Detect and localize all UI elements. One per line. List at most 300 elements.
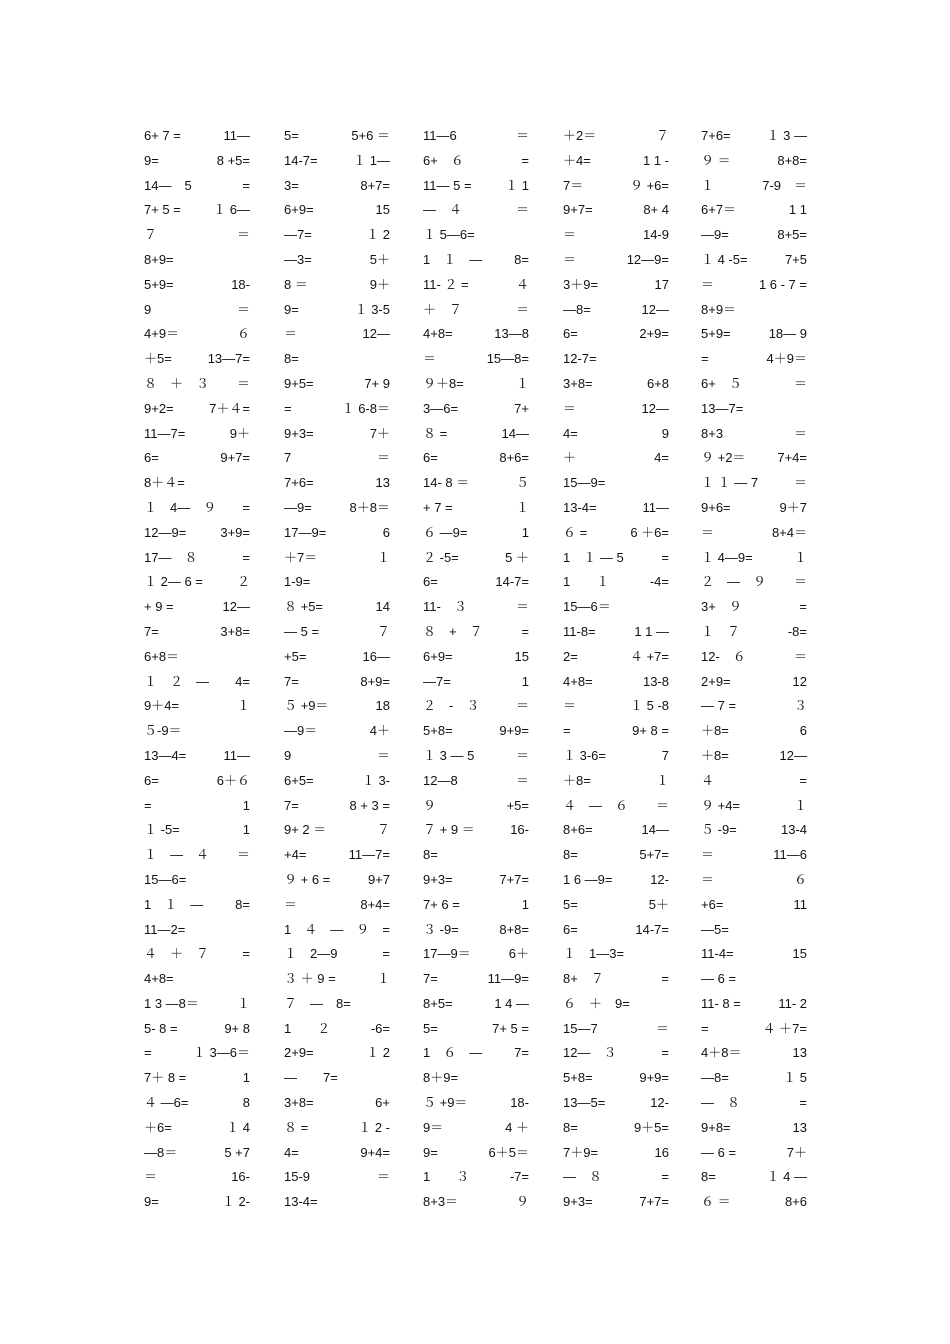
problem-line [701,322,807,347]
problem-line [563,595,669,620]
problem-text-right: 5 +7 [224,1144,250,1160]
problem-text-right: 15 [792,946,807,962]
problem-text-left: 13—5= [563,1095,606,1111]
problem-line [423,521,529,546]
problem-text-left: 3= [284,177,299,193]
problem-text-right: ＝ [376,1169,390,1185]
problem-text-right: ７ [376,623,390,639]
problem-text-left: 1 3 —8＝ [144,995,199,1011]
problem-text-left: —8= [563,301,591,317]
problem-line [701,1165,807,1190]
problem-text-right: 13-4 [780,822,807,838]
problem-text-right: 9+7 [367,871,390,887]
problem-text-right: 8= [235,896,250,912]
problem-line [701,744,807,769]
problem-line [144,918,250,943]
problem-line [284,446,390,471]
problem-text-right: 6＋5＝ [488,1144,529,1160]
problem-line [563,918,669,943]
problem-text-right: ＝ [793,574,807,590]
problem-line [701,1116,807,1141]
problem-line [284,868,390,893]
problem-text-right: 9 [661,425,669,441]
problem-text-right: 9+ 8 = [632,723,669,739]
problem-line [423,620,529,645]
problem-line [563,843,669,868]
problem-text-left: 5- 8 = [144,1020,178,1036]
problem-text-right: = [521,623,529,639]
problem-text-right: １ 4 — [766,1169,807,1185]
problem-text-right: １ [515,499,529,515]
problem-line [701,918,807,943]
problem-text-right: ４ [515,276,529,292]
problem-line [423,1091,529,1116]
problem-line [423,1165,529,1190]
problem-text-right: 13 [792,1119,807,1135]
problem-line [701,620,807,645]
problem-text-left: １ -5= [144,822,180,838]
problem-text-right: = [661,971,669,987]
problem-line [701,843,807,868]
problem-line [701,794,807,819]
problem-text-left: 6+ ６ [423,152,464,168]
problem-text-right: 16- [231,1169,250,1185]
problem-line [284,322,390,347]
problem-line [284,1066,390,1091]
problem-text-right: 8+4＝ [771,524,807,540]
problem-text-left: 8+9= [144,251,174,267]
problem-text-left: 8= [701,1169,716,1185]
problem-text-left: 11- 8 = [701,995,741,1011]
problem-text-right: ＝ [236,375,250,391]
problem-text-left: １ 4—9= [701,549,753,565]
problem-text-left: ２ — ９ [701,574,767,590]
problem-text-left: 4+8= [563,673,593,689]
problem-text-left: 7= [284,673,299,689]
problem-line [284,620,390,645]
problem-line [423,446,529,471]
problem-text-left: 12—9= [144,524,187,540]
problem-text-right: +5= [506,797,529,813]
problem-text-right: 1 6 - 7 = [758,276,807,292]
problem-line [423,124,529,149]
problem-text-left: 6+8＝ [144,648,180,664]
problem-text-left: 3+8= [284,1095,314,1111]
problem-line [563,397,669,422]
problem-text-right: 9+7= [220,450,250,466]
problem-line [144,818,250,843]
problem-text-right: ２ [236,574,250,590]
problem-line [284,397,390,422]
problem-text-left: ５-9＝ [144,723,182,739]
problem-text-left: ＋4= [563,152,591,168]
problem-text-left: 11—7= [144,425,186,441]
problem-text-left: 9+5= [284,375,314,391]
problem-line [144,347,250,372]
problem-text-left: 7 [284,450,292,466]
problem-text-left: 15—6= [144,871,187,887]
problem-line [701,174,807,199]
problem-line [701,124,807,149]
problem-line [144,670,250,695]
problem-text-right: １ 2- [221,1194,250,1210]
problem-text-right: 7＋４= [209,400,250,416]
problem-line [284,794,390,819]
problem-line [423,397,529,422]
problem-text-left: —7= [423,673,451,689]
problem-line [284,149,390,174]
problem-text-left: ＝ [701,847,715,863]
problem-text-left: ２ -5= [423,549,459,565]
problem-line [563,446,669,471]
problem-text-right: 8+7= [360,177,390,193]
problem-text-left: —7= [284,227,312,243]
problem-text-left: 9+ 2 ＝ [284,822,327,838]
problem-text-right: 16- [510,822,529,838]
problem-text-left: １ 2— 6 = [144,574,203,590]
problem-text-left: 9+7= [563,202,593,218]
problem-text-right: 7+ 5 = [492,1020,529,1036]
problem-text-left: 13-4= [563,499,597,515]
problem-line [284,1116,390,1141]
problem-line [144,446,250,471]
problem-line [563,1190,669,1215]
problem-text-left: 15—6＝ [563,599,611,615]
problem-line [423,794,529,819]
problem-text-left: ＝ [563,698,577,714]
problem-line [284,744,390,769]
problem-line [563,620,669,645]
problem-text-right: 8 +5= [216,152,250,168]
problem-line [144,893,250,918]
problem-text-left: ５ -9= [701,822,737,838]
problem-text-left: 1 ２ [284,1020,331,1036]
problem-line [423,744,529,769]
problem-text-left: 1 １ — [423,251,483,267]
problem-text-right: 13 [375,475,390,491]
problem-text-right: 8＋8＝ [349,499,390,515]
problem-line [284,198,390,223]
problem-text-right: 8+6= [499,450,529,466]
problem-text-left: 8+9＝ [701,301,737,317]
problem-text-left: 5+8= [563,1070,593,1086]
problem-line [423,1190,529,1215]
problem-text-left: — 7 = [701,698,737,714]
problem-text-right: = [242,499,250,515]
problem-text-right: = [661,549,669,565]
problem-text-left: 6= [423,450,438,466]
problem-line [144,496,250,521]
problem-line [284,223,390,248]
problem-line [423,174,529,199]
problem-line [701,645,807,670]
problem-text-left: = [563,723,571,739]
problem-column-3 [423,124,529,1215]
problem-text-left: 7＋ 8 = [144,1070,187,1086]
problem-text-right: 17 [654,276,669,292]
problem-text-left: ＋5= [144,351,172,367]
problem-text-left: 8＋４= [144,475,185,491]
problem-line [423,149,529,174]
problem-text-left: 4+8= [144,971,174,987]
problem-text-left: １ １ — 7 [701,475,759,491]
problem-text-right: 12 [792,673,807,689]
problem-text-right: 9+ 8 [224,1020,250,1036]
problem-line [144,124,250,149]
problem-text-right: 7+5 [784,251,807,267]
problem-text-left: 7+6= [701,128,731,143]
problem-text-left: 12- ６ [701,648,746,664]
problem-line [144,397,250,422]
problem-text-left: 3＋9= [563,276,599,292]
problem-text-left: —9＝ [284,723,318,739]
problem-line [423,496,529,521]
problem-text-left: 9＋4= [144,698,180,714]
problem-line [423,273,529,298]
problem-line [701,1041,807,1066]
problem-line [423,422,529,447]
problem-text-right: 11— [642,499,669,515]
problem-text-left: 12— ３ [563,1045,617,1061]
problem-line [144,595,250,620]
problem-line [563,273,669,298]
problem-line [423,645,529,670]
problem-text-right: 6+8 [646,375,669,391]
problem-text-left: 1 ３ [423,1169,470,1185]
problem-text-right: 3+8= [220,623,250,639]
problem-text-left: 9 [144,301,152,317]
problem-line [701,1190,807,1215]
problem-line [563,298,669,323]
problem-line [284,347,390,372]
problem-text-right: 5＋ [369,251,390,267]
problem-text-right: 4＋ [369,723,390,739]
problem-line [701,992,807,1017]
problem-line [284,1165,390,1190]
problem-line [563,818,669,843]
problem-text-left: 7＋9= [563,1144,599,1160]
problem-text-left: ９ + 6 = [284,871,331,887]
problem-text-right: 5+7= [639,847,669,863]
problem-text-left: —8＝ [144,1144,178,1160]
problem-text-left: 15—7 [563,1020,598,1036]
problem-text-right: 8+ 4 [643,202,669,218]
problem-line [423,322,529,347]
problem-text-right: 1 4 — [494,995,529,1011]
problem-text-right: 15 [514,648,529,664]
problem-text-right: 3+9= [220,524,250,540]
problem-text-left: １ 4— ９ [144,499,217,515]
problem-text-left: 14- 8 ＝ [423,475,470,491]
problem-text-left: 8= [563,1119,578,1135]
problem-line [563,521,669,546]
problem-text-right: １ 3- [361,772,390,788]
problem-text-right: ９ +6= [629,177,669,193]
problem-line [423,248,529,273]
problem-text-left: 15-9 [284,1169,311,1185]
problem-text-left: 17—9＝ [423,946,471,962]
problem-line [563,1165,669,1190]
problem-text-right: ＝ [515,772,529,788]
problem-text-left: — 6 = [701,971,737,987]
problem-text-left: 6+9= [284,202,314,218]
problem-line [144,422,250,447]
problem-line [563,124,669,149]
problem-text-right: 1 [242,797,250,813]
problem-text-left: 1 １ — 5 [563,549,624,565]
problem-text-right: ＝ [655,797,669,813]
problem-text-left: 5+9= [701,326,731,342]
problem-text-right: １ [655,772,669,788]
problem-text-right: ６ [236,326,250,342]
problem-text-left: 4＋8＝ [701,1045,742,1061]
problem-text-right: １ 3-5 [354,301,390,317]
problem-text-left: １ 3-6= [563,747,606,763]
problem-text-right: 11— [223,128,250,143]
problem-line [701,893,807,918]
problem-text-left: 6+5= [284,772,314,788]
problem-text-right: 1 [242,822,250,838]
problem-line [423,769,529,794]
problem-text-right: ＝ [793,648,807,664]
problem-text-right: 8+8= [499,921,529,937]
problem-line [284,1017,390,1042]
problem-line [284,471,390,496]
problem-text-left: ＝ [701,524,715,540]
problem-text-left: 11—2= [144,921,186,937]
problem-text-left: １ 1—3= [563,946,625,962]
problem-text-left: 8＋9= [423,1070,459,1086]
problem-line [563,694,669,719]
problem-line [144,769,250,794]
problem-text-left: １ 5—6= [423,227,475,243]
problem-text-left: 2+9= [701,673,731,689]
problem-text-right: 7 [661,747,669,763]
problem-line [701,496,807,521]
problem-line [144,174,250,199]
problem-text-left: ８ +5= [284,599,324,615]
problem-line [701,942,807,967]
problem-text-left: 5+8= [423,723,453,739]
problem-text-left: 9 [284,747,292,763]
problem-text-right: 6 ＋6= [630,524,669,540]
problem-text-left: = [144,1045,152,1061]
problem-line [144,570,250,595]
problem-line [423,570,529,595]
problem-text-right: 9+9= [639,1070,669,1086]
problem-text-left: ４ ＋ ７ [144,946,210,962]
problem-column-4 [563,124,669,1215]
problem-text-right: = [382,946,390,962]
problem-line [423,198,529,223]
problem-line [563,1041,669,1066]
problem-line [563,744,669,769]
problem-text-right: 11—7= [348,847,390,863]
problem-text-right: 1 1 — [634,623,669,639]
problem-text-left: ７ — 8= [284,995,351,1011]
problem-text-right: 13—7= [207,351,250,367]
problem-text-right: 1 [521,673,529,689]
problem-text-left: = [701,1020,709,1036]
problem-line [144,719,250,744]
problem-line [701,1141,807,1166]
problem-line [701,1091,807,1116]
problem-line [701,298,807,323]
problem-line [144,322,250,347]
problem-text-right: ３ [793,698,807,714]
problem-line [144,1190,250,1215]
problem-line [423,1066,529,1091]
problem-line [284,719,390,744]
problem-text-right: 6＋ [508,946,529,962]
problem-text-right: = [382,921,390,937]
problem-text-left: 6+7＝ [701,202,737,218]
problem-line [284,248,390,273]
problem-text-right: １ 1 [505,177,529,193]
problem-text-right: 14— [641,822,669,838]
problem-line [144,248,250,273]
problem-text-right: 5+6 ＝ [351,128,390,143]
problem-line [284,546,390,571]
problem-text-right: 8+4= [360,896,390,912]
problem-text-left: ＝ [701,276,715,292]
problem-text-right: 7+ 9 [364,375,390,391]
problem-text-left: １ 4 -5= [701,251,748,267]
problem-text-left: ＝ [423,351,437,367]
problem-text-right: = [242,549,250,565]
problem-text-left: ７ + 9 ＝ [423,822,475,838]
problem-text-left: ５ +9＝ [423,1095,468,1111]
problem-text-left: 8= [423,847,438,863]
problem-text-right: １ 6-8＝ [341,400,390,416]
problem-line [144,1066,250,1091]
problem-text-left: 11-4= [701,946,734,962]
problem-text-right: = [242,946,250,962]
problem-text-left: ＋8= [701,747,729,763]
problem-text-right: 13-8 [642,673,669,689]
problem-text-left: ＋8= [563,772,591,788]
problem-line [563,174,669,199]
problem-text-left: ４ [701,772,715,788]
problem-text-left: 7+6= [284,475,314,491]
problem-column-5 [701,124,807,1215]
problem-text-right: 8+8= [777,152,807,168]
problem-text-right: 5＋ [648,896,669,912]
problem-text-left: 11-8= [563,623,596,639]
problem-text-left: ６ ＋ 9= [563,995,630,1011]
problem-text-left: 13—4= [144,747,187,763]
problem-text-right: ＝ [515,128,529,143]
problem-text-left: １ [701,177,715,193]
problem-text-left: ４ — ６ [563,797,629,813]
problem-text-right: １ 2 [366,1045,390,1061]
problem-text-right: 14-7= [635,921,669,937]
problem-text-right: ＝ [376,450,390,466]
problem-text-right: 1 1 - [642,152,669,168]
problem-line [563,198,669,223]
problem-text-left: 7= [423,971,438,987]
problem-line [701,868,807,893]
problem-line [284,942,390,967]
problem-line [423,546,529,571]
problem-text-right: １ [515,375,529,391]
problem-text-right: １ 4 [226,1119,250,1135]
problem-text-left: ＋6= [144,1119,172,1135]
problem-line [284,1141,390,1166]
problem-line [701,769,807,794]
problem-line [701,1066,807,1091]
problem-text-left: ＝ [563,251,577,267]
